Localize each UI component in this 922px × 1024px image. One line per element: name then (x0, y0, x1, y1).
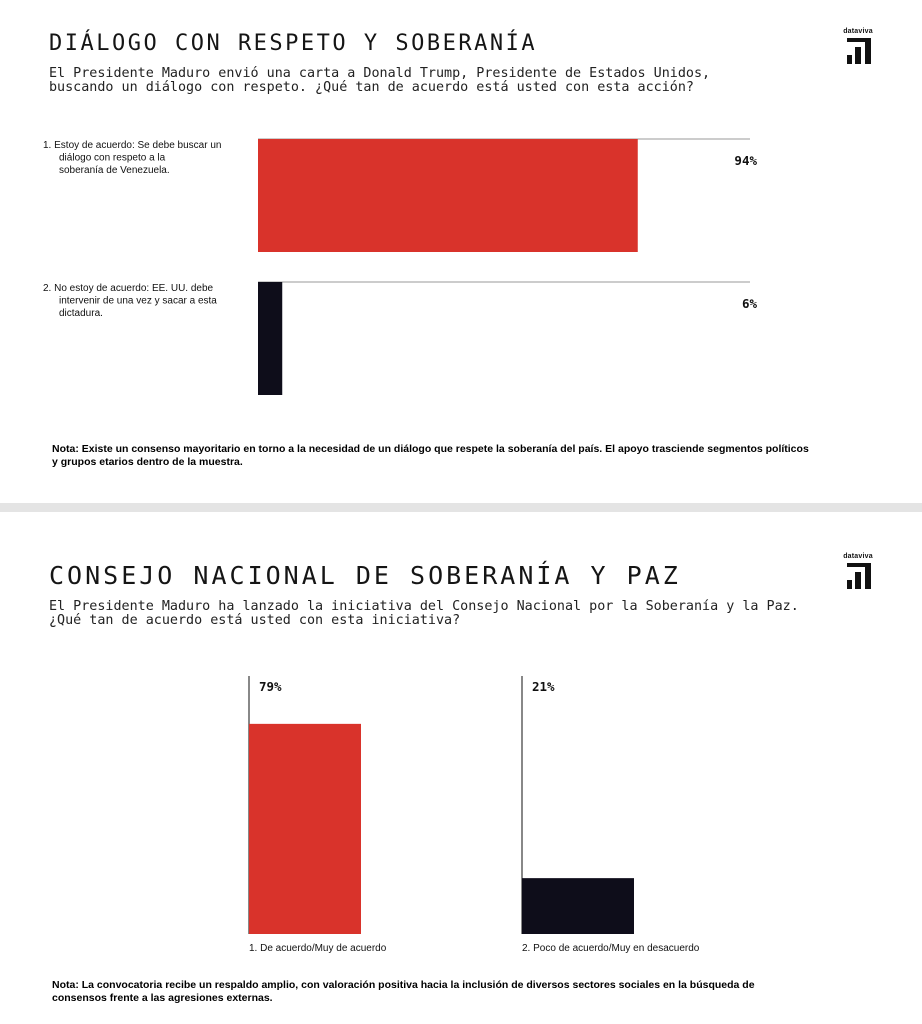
chart-panel-consejo (0, 512, 922, 1024)
category-label: 2. No estoy de acuerdo: EE. UU. debe intervenir de una vez y sacar a esta dictadura. (43, 283, 217, 319)
bar (258, 282, 282, 395)
data-label: 6% (741, 296, 757, 311)
data-label: 21% (532, 679, 555, 694)
brand-name: dataviva (843, 28, 873, 35)
brand-name: dataviva (843, 553, 873, 560)
data-label: 94% (734, 153, 757, 168)
bar (522, 878, 634, 934)
chart-panel-dialogo (0, 0, 922, 503)
bar-chart-vertical (0, 512, 922, 1024)
bar (249, 724, 361, 934)
category-label: 1. Estoy de acuerdo: Se debe buscar un diálogo con respeto a la soberanía de Venezuela. (43, 140, 222, 176)
category-label: 1. De acuerdo/Muy de acuerdo (249, 943, 387, 954)
bar-chart-horizontal (0, 0, 922, 503)
chart-title: CONSEJO NACIONAL DE SOBERANÍA Y PAZ (49, 561, 681, 590)
data-label: 79% (259, 679, 282, 694)
chart-subtitle: El Presidente Maduro ha lanzado la iniciativa del Consejo Nacional por la Soberanía y la Paz. ¿Qué tan de acuerdo está usted con esta iniciativa? (49, 599, 799, 628)
chart-note: Nota: Existe un consenso mayoritario en torno a la necesidad de un diálogo que respete la soberanía del país. El apoyo trasciende segmentos políticos y grupos etarios dentro de la muestra. (52, 443, 809, 468)
category-label: 2. Poco de acuerdo/Muy en desacuerdo (522, 943, 700, 954)
chart-note: Nota: La convocatoria recibe un respaldo amplio, con valoración positiva hacia la inclusión de diversos sectores sociales en la búsqueda de consensos frente a las agresiones externas. (52, 979, 755, 1004)
chart-subtitle: El Presidente Maduro envió una carta a Donald Trump, Presidente de Estados Unidos, buscando un diálogo con respeto. ¿Qué tan de acuerdo está usted con esta acción? (49, 66, 711, 95)
bar (258, 139, 638, 252)
chart-title: DIÁLOGO CON RESPETO Y SOBERANÍA (49, 31, 538, 56)
